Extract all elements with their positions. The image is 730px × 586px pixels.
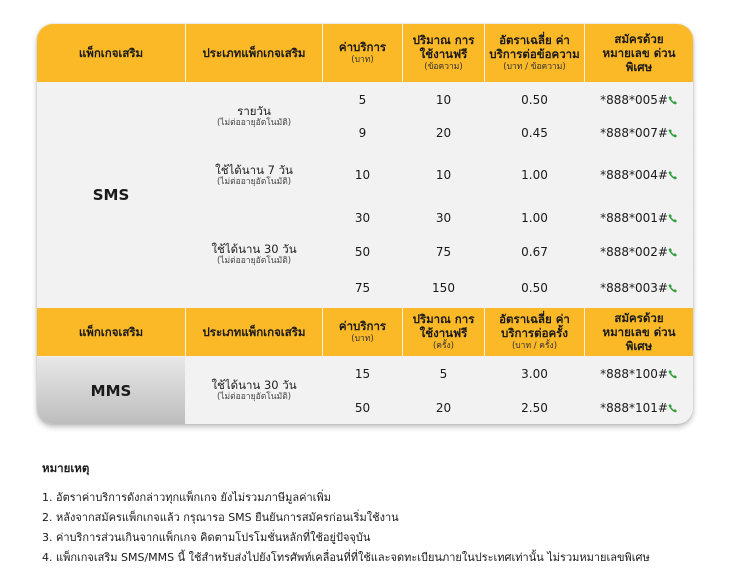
header-label: ค่าบริการ bbox=[338, 40, 387, 54]
free-cell: 150 bbox=[403, 269, 484, 307]
package-table bbox=[37, 24, 693, 424]
service-name: SMS bbox=[92, 186, 130, 204]
price-cell: 5 bbox=[323, 83, 402, 116]
header-label: ปริมาณ การใช้งานฟรี bbox=[412, 312, 475, 340]
header-label: ประเภทแพ็กเกจเสริม bbox=[202, 46, 306, 60]
free-cell: 75 bbox=[403, 235, 484, 268]
mms-header-type bbox=[186, 308, 322, 356]
rate-cell: 0.50 bbox=[485, 269, 584, 307]
code-cell[interactable] bbox=[585, 201, 693, 234]
sms-group-daily bbox=[186, 83, 322, 149]
mms-header-free bbox=[403, 308, 484, 356]
sms-header-type bbox=[186, 24, 322, 82]
free-cell: 10 bbox=[403, 150, 484, 200]
header-label: ประเภทแพ็กเกจเสริม bbox=[202, 325, 306, 339]
free-cell: 20 bbox=[403, 391, 484, 424]
dial-code[interactable]: *888*101# bbox=[600, 400, 668, 415]
sms-header-price bbox=[323, 24, 402, 82]
note-item: 4. แพ็กเกจเสริม SMS/MMS นี้ ใช้สำหรับส่งไปยังโทรศัพท์เคลื่อนที่ที่ใช้และจดทะเบียนภายในประเทศเท่านั้น ไม่รวมหมายเลขพิเศษ bbox=[42, 551, 650, 564]
sms-header-free bbox=[403, 24, 484, 82]
mms-header-package bbox=[37, 308, 185, 356]
note-item: 2. หลังจากสมัครแพ็กเกจแล้ว กรุณารอ SMS ยืนยันการสมัครก่อนเริ่มใช้งาน bbox=[42, 511, 399, 524]
package-type: ใช้ได้นาน 30 วัน bbox=[211, 241, 297, 256]
header-label: แพ็กเกจเสริม bbox=[78, 46, 144, 60]
notes-title: หมายเหตุ bbox=[42, 461, 90, 475]
price-cell: 10 bbox=[323, 150, 402, 200]
price-cell: 15 bbox=[323, 357, 402, 390]
free-cell: 30 bbox=[403, 201, 484, 234]
header-sublabel: (บาท / ข้อความ) bbox=[503, 62, 566, 72]
header-label: แพ็กเกจเสริม bbox=[78, 325, 144, 339]
sms-header-rate bbox=[485, 24, 584, 82]
sms-header-code bbox=[585, 24, 693, 82]
free-cell: 20 bbox=[403, 117, 484, 149]
code-cell[interactable] bbox=[585, 235, 693, 268]
code-cell[interactable] bbox=[585, 357, 693, 390]
header-label: อัตราเฉลี่ย ค่าบริการต่อข้อความ bbox=[489, 33, 580, 61]
phone-icon bbox=[668, 403, 678, 413]
mms-service-cell bbox=[37, 357, 185, 424]
price-cell: 50 bbox=[323, 391, 402, 424]
header-label: อัตราเฉลี่ย ค่าบริการต่อครั้ง bbox=[499, 312, 570, 340]
dial-code[interactable]: *888*007# bbox=[600, 126, 668, 140]
sms-group-7days bbox=[186, 150, 322, 200]
package-note: (ไม่ต่ออายุอัตโนมัติ) bbox=[216, 117, 292, 128]
package-type: ใช้ได้นาน 30 วัน bbox=[211, 378, 297, 392]
package-type: รายวัน bbox=[237, 103, 271, 118]
mms-header-price bbox=[323, 308, 402, 356]
header-sublabel: (ข้อความ) bbox=[424, 62, 463, 72]
rate-cell: 0.67 bbox=[485, 235, 584, 268]
code-cell[interactable] bbox=[585, 269, 693, 307]
rate-cell: 0.45 bbox=[485, 117, 584, 149]
code-cell[interactable] bbox=[585, 150, 693, 200]
sms-group-30days bbox=[186, 201, 322, 307]
notes-section bbox=[42, 460, 722, 568]
phone-icon bbox=[668, 369, 678, 379]
code-cell[interactable] bbox=[585, 83, 693, 116]
note-item: 3. ค่าบริการส่วนเกินจากแพ็กเกจ คิดตามโปรโมชั่นหลักที่ใช้อยู่ปัจจุบัน bbox=[42, 531, 371, 544]
package-type: ใช้ได้นาน 7 วัน bbox=[215, 162, 293, 177]
price-cell: 50 bbox=[323, 235, 402, 268]
mms-header-rate bbox=[485, 308, 584, 356]
rate-cell: 1.00 bbox=[485, 150, 584, 200]
header-label: ปริมาณ การใช้งานฟรี bbox=[412, 33, 475, 61]
rate-cell: 3.00 bbox=[485, 357, 584, 390]
dial-code[interactable]: *888*004# bbox=[600, 168, 668, 182]
service-name: MMS bbox=[90, 381, 132, 400]
phone-icon bbox=[668, 213, 678, 223]
rate-cell: 1.00 bbox=[485, 201, 584, 234]
note-item: 1. อัตราค่าบริการดังกล่าวทุกแพ็กเกจ ยังไม่รวมภาษีมูลค่าเพิ่ม bbox=[42, 491, 331, 504]
dial-code[interactable]: *888*100# bbox=[600, 366, 668, 381]
header-label: สมัครด้วยหมายเลข ด่วนพิเศษ bbox=[602, 32, 676, 74]
code-cell[interactable] bbox=[585, 391, 693, 424]
rate-cell: 0.50 bbox=[485, 83, 584, 116]
dial-code[interactable]: *888*005# bbox=[600, 92, 668, 107]
free-cell: 10 bbox=[403, 83, 484, 116]
sms-header-package bbox=[37, 24, 185, 82]
dial-code[interactable]: *888*002# bbox=[600, 244, 668, 259]
package-note: (ไม่ต่ออายุอัตโนมัติ) bbox=[216, 255, 292, 266]
phone-icon bbox=[668, 170, 678, 180]
dial-code[interactable]: *888*001# bbox=[600, 210, 668, 225]
phone-icon bbox=[668, 128, 678, 138]
mms-header-code bbox=[585, 308, 693, 356]
header-label: สมัครด้วยหมายเลข ด่วนพิเศษ bbox=[602, 311, 676, 353]
phone-icon bbox=[668, 247, 678, 257]
package-note: (ไม่ต่ออายุอัตโนมัติ) bbox=[216, 392, 292, 402]
price-cell: 9 bbox=[323, 117, 402, 149]
header-label: ค่าบริการ bbox=[338, 319, 387, 333]
header-sublabel: (บาท) bbox=[351, 55, 374, 65]
mms-group-30days bbox=[186, 357, 322, 424]
price-cell: 75 bbox=[323, 269, 402, 307]
rate-cell: 2.50 bbox=[485, 391, 584, 424]
phone-icon bbox=[668, 95, 678, 105]
price-cell: 30 bbox=[323, 201, 402, 234]
code-cell[interactable] bbox=[585, 117, 693, 149]
header-sublabel: (บาท) bbox=[351, 334, 374, 344]
header-sublabel: (ครั้ง) bbox=[432, 341, 455, 351]
header-sublabel: (บาท / ครั้ง) bbox=[511, 341, 558, 351]
phone-icon bbox=[668, 283, 678, 293]
sms-service-cell bbox=[37, 83, 185, 307]
package-note: (ไม่ต่ออายุอัตโนมัติ) bbox=[216, 176, 292, 187]
dial-code[interactable]: *888*003# bbox=[600, 281, 668, 295]
free-cell: 5 bbox=[403, 357, 484, 390]
